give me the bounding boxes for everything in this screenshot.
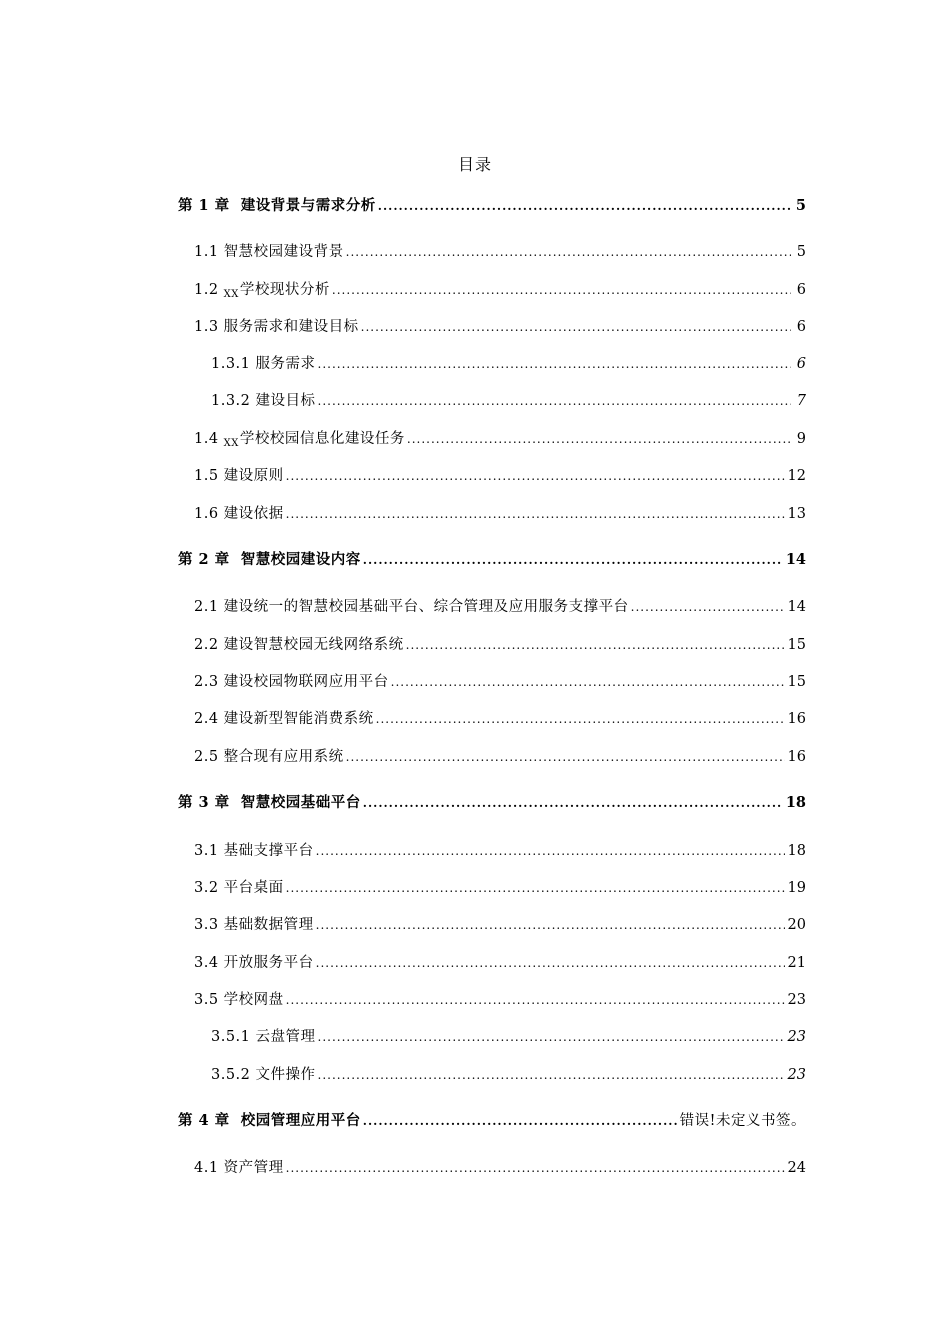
- toc-leader-dots: [361, 316, 791, 338]
- toc-leader-dots: [332, 279, 791, 301]
- toc-section-2-2[interactable]: [194, 634, 806, 656]
- toc-page-number: 23: [787, 1029, 806, 1045]
- toc-entry-title: 智慧校园基础平台: [240, 794, 361, 811]
- toc-leader-dots: [318, 1026, 785, 1048]
- toc-entry-title: 校园管理应用平台: [240, 1112, 361, 1129]
- toc-section-3-2[interactable]: [194, 877, 806, 899]
- toc-title: 目录: [457, 155, 492, 174]
- toc-entry-number: 1.3.2: [211, 393, 251, 409]
- toc-entry-number: 第 1 章: [178, 197, 230, 214]
- toc-entry-number: 4.1: [194, 1160, 219, 1176]
- toc-subsection-1-3-1[interactable]: [211, 353, 806, 375]
- toc-page-number: 7: [796, 393, 806, 409]
- toc-entry-number: 第 3 章: [178, 794, 230, 811]
- toc-section-1-1[interactable]: [194, 241, 806, 263]
- toc-entry-number: 2.1: [194, 599, 219, 615]
- toc-entry-placeholder: XX: [223, 438, 239, 449]
- toc-entry-number: 第 4 章: [178, 1112, 230, 1129]
- toc-page-number: 24: [787, 1160, 806, 1176]
- toc-entry-number: 1.1: [194, 244, 219, 260]
- toc-entry-number: 2.2: [194, 637, 219, 653]
- toc-entry-number: 3.4: [194, 955, 219, 971]
- toc-entry-title: 基础数据管理: [223, 917, 314, 933]
- toc-section-2-1[interactable]: [194, 596, 806, 618]
- toc-page-number: 23: [787, 1067, 806, 1083]
- toc-entry-number: 1.5: [194, 468, 219, 484]
- toc-subsection-1-3-2[interactable]: [211, 390, 806, 412]
- toc-page-number: 15: [787, 637, 806, 653]
- toc-page-number: 18: [785, 794, 806, 811]
- toc-section-1-5[interactable]: [194, 465, 806, 487]
- toc-page-number: 5: [796, 244, 806, 260]
- toc-entry-title: 建设智慧校园无线网络系统: [223, 637, 404, 653]
- toc-leader-dots: [346, 241, 791, 263]
- toc-leader-dots: [286, 989, 785, 1011]
- toc-section-2-5[interactable]: [194, 746, 806, 768]
- toc-leader-dots: [363, 549, 783, 571]
- toc-leader-dots: [286, 877, 785, 899]
- toc-entry-title: 建设依据: [223, 506, 284, 522]
- toc-leader-dots: [316, 952, 785, 974]
- toc-page-number: 21: [787, 955, 806, 971]
- toc-entry-title: 建设原则: [223, 468, 284, 484]
- toc-section-3-4[interactable]: [194, 952, 806, 974]
- toc-chapter-4[interactable]: [178, 1110, 806, 1132]
- toc-section-3-5[interactable]: [194, 989, 806, 1011]
- toc-page-number: 6: [796, 356, 806, 372]
- toc-page-number: 6: [796, 319, 806, 335]
- toc-section-1-6[interactable]: [194, 503, 806, 525]
- toc-section-1-4[interactable]: [194, 428, 806, 450]
- toc-leader-dots: [318, 390, 791, 412]
- toc-page-number: 6: [796, 282, 806, 298]
- toc-page-number: 9: [796, 431, 806, 447]
- toc-entry-number: 3.3: [194, 917, 219, 933]
- toc-chapter-1[interactable]: [178, 195, 806, 217]
- toc-page-number: 12: [787, 468, 806, 484]
- toc-entry-number: 1.4: [194, 431, 219, 447]
- toc-subsection-3-5-2[interactable]: [211, 1064, 806, 1086]
- toc-leader-dots: [346, 746, 785, 768]
- toc-entry-title: 资产管理: [223, 1160, 284, 1176]
- toc-entry-number: 1.3: [194, 319, 219, 335]
- toc-entry-number: 2.4: [194, 711, 219, 727]
- toc-entry-title: 智慧校园建设背景: [223, 244, 344, 260]
- toc-entry-placeholder: XX: [223, 289, 239, 300]
- toc-leader-dots: [406, 634, 785, 656]
- toc-section-4-1[interactable]: [194, 1157, 806, 1179]
- toc-chapter-3[interactable]: [178, 792, 806, 814]
- toc-leader-dots: [316, 840, 785, 862]
- toc-entry-title: 学校校园信息化建设任务: [239, 431, 405, 447]
- toc-leader-dots: [286, 503, 785, 525]
- toc-leader-dots: [376, 708, 785, 730]
- toc-entry-title: 平台桌面: [223, 880, 284, 896]
- toc-entry-title: 智慧校园建设内容: [240, 551, 361, 568]
- toc-entry-number: 1.3.1: [211, 356, 251, 372]
- toc-leader-dots: [378, 195, 791, 217]
- toc-leader-dots: [318, 1064, 785, 1086]
- toc-page-number: 20: [787, 917, 806, 933]
- toc-entry-title: 开放服务平台: [223, 955, 314, 971]
- toc-entry-number: 1.2: [194, 282, 219, 298]
- toc-page-number: 14: [785, 551, 806, 568]
- toc-entry-title: 建设背景与需求分析: [240, 197, 376, 214]
- toc-entry-number: 3.5.2: [211, 1067, 251, 1083]
- toc-leader-dots: [316, 914, 785, 936]
- toc-entry-number: 2.3: [194, 674, 219, 690]
- toc-entry-number: 3.2: [194, 880, 219, 896]
- toc-entry-title: 建设校园物联网应用平台: [223, 674, 389, 690]
- toc-entry-title: 服务需求: [255, 356, 316, 372]
- toc-page-number: 14: [787, 599, 806, 615]
- toc-chapter-2[interactable]: [178, 549, 806, 571]
- toc-section-2-4[interactable]: [194, 708, 806, 730]
- toc-entry-title: 建设目标: [255, 393, 316, 409]
- toc-entry-title: 文件操作: [255, 1067, 316, 1083]
- toc-section-3-3[interactable]: [194, 914, 806, 936]
- toc-leader-dots: [363, 1110, 677, 1132]
- toc-leader-dots: [391, 671, 785, 693]
- toc-section-3-1[interactable]: [194, 840, 806, 862]
- toc-entry-title: 学校网盘: [223, 992, 284, 1008]
- toc-page-error-text: 错误!未定义书签。: [679, 1113, 806, 1129]
- toc-entry-title: 学校现状分析: [239, 282, 330, 298]
- toc-page-number: 18: [787, 843, 806, 859]
- toc-leader-dots: [407, 428, 791, 450]
- toc-entry-title: 建设统一的智慧校园基础平台、综合管理及应用服务支撑平台: [223, 599, 629, 615]
- toc-leader-dots: [631, 596, 785, 618]
- toc-entry-number: 3.5.1: [211, 1029, 251, 1045]
- toc-page-number: 23: [787, 992, 806, 1008]
- toc-entry-title: 建设新型智能消费系统: [223, 711, 374, 727]
- toc-page-number: 16: [787, 749, 806, 765]
- toc-page-number: 13: [787, 506, 806, 522]
- toc-leader-dots: [286, 465, 785, 487]
- toc-leader-dots: [363, 792, 783, 814]
- toc-leader-dots: [286, 1157, 785, 1179]
- toc-entry-number: 1.6: [194, 506, 219, 522]
- toc-section-2-3[interactable]: [194, 671, 806, 693]
- toc-entry-title: 服务需求和建设目标: [223, 319, 359, 335]
- toc-entry-number: 3.5: [194, 992, 219, 1008]
- toc-entry-title: 云盘管理: [255, 1029, 316, 1045]
- toc-page-number: 19: [787, 880, 806, 896]
- toc-entry-number: 3.1: [194, 843, 219, 859]
- toc-section-1-2[interactable]: [194, 279, 806, 301]
- toc-section-1-3[interactable]: [194, 316, 806, 338]
- toc-page-number: 16: [787, 711, 806, 727]
- toc-entry-number: 第 2 章: [178, 551, 230, 568]
- toc-entry-number: 2.5: [194, 749, 219, 765]
- toc-leader-dots: [318, 353, 791, 375]
- toc-page-number: 15: [787, 674, 806, 690]
- toc-subsection-3-5-1[interactable]: [211, 1026, 806, 1048]
- toc-entry-title: 整合现有应用系统: [223, 749, 344, 765]
- toc-page-number: 5: [795, 197, 806, 214]
- toc-entry-title: 基础支撑平台: [223, 843, 314, 859]
